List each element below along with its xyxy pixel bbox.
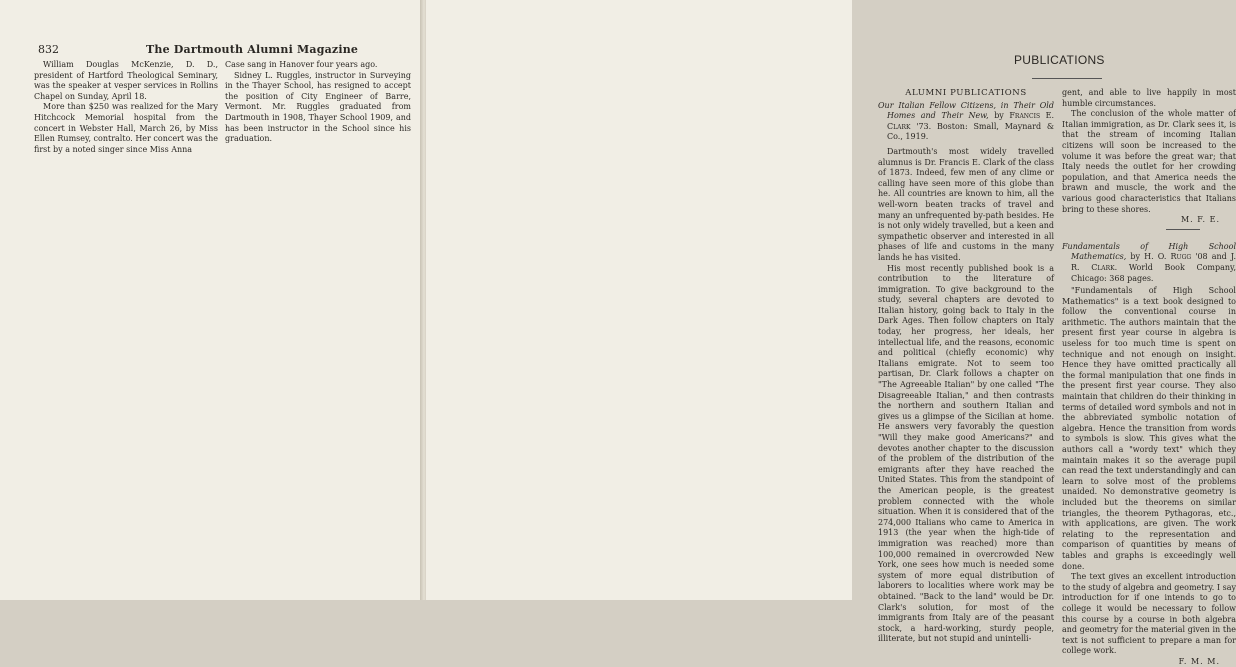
divider xyxy=(1166,229,1200,230)
book-author: H. O. Rugg xyxy=(1144,252,1192,262)
book-author: Francis E. Clark xyxy=(887,111,1055,131)
paragraph: Sidney L. Ruggles, instructor in Surveying in the Thayer School, has resigned to accept the position of City Engineer of Barre, Vermont. Mr. Ruggles graduated from Dartmouth in 1908, Thayer School 1909, and has been instructor in the School since his graduation. xyxy=(225,70,411,144)
book-by: by xyxy=(1130,252,1141,262)
right-column-2 xyxy=(1062,88,1236,667)
left-page xyxy=(0,0,422,600)
paragraph: Dartmouth's most widely travelled alumnus is Dr. Francis E. Clark of the class of 1873. Indeed, few men of any clime or calling have seen more of this globe than he. All countries are known to him, all the well-worn beaten tracks of travel and many an unfrequented by-path besides. He is not only widely travelled, but a keen and sympathetic observer and interested in all phases of life and customs in the many lands he has visited. xyxy=(878,146,1054,262)
paragraph: The text gives an excellent introduction to the study of algebra and geometry. I say introduction for if one intends to go to college it would be necessary to follow this course by a course in both algebra and geometry for the material given in the text is not sufficient to prepare a man for college work. xyxy=(1062,572,1236,656)
book-publisher: '73. Boston: Small, Maynard & Co., 1919. xyxy=(887,121,1054,142)
book-title: Fundamentals of High School Mathematics, xyxy=(1062,241,1236,262)
paragraph: The conclusion of the whole matter of Italian immigration, as Dr. Clark sees it, is that the stream of incoming Italian citizens will soon be increased to the volume it was before the great war; that Italy needs the outlet for her crowding population, and that America needs the brawn and muscle, the work and the various good characteristics that Italians bring to these shores. xyxy=(1062,109,1236,214)
section-title: PUBLICATIONS xyxy=(1014,53,1105,67)
paragraph: Case sang in Hanover four years ago. xyxy=(225,60,378,69)
paragraph: His most recently published book is a contribution to the literature of immigration. To give background to the study, several chapters are devoted to Italian history, going back to Italy in the Dark Ages. Then follow chapters on Italy today, her progress, her ideals, her intellectual life, and the reasons, economic and political (chiefly economic) why Italians emigrate. Not to seem too partisan, Dr. Clark follows a chapter on "The Agreeable Italian" by one called "The Disagreeable Italian," and then contrasts the northern and southern Italian and gives us a glimpse of the Sicilian at home. He answers very favorably the question "Will they make good Americans?" and devotes another chapter to the discussion of the problem of the distribution of the emigrants after they have reached the United States. This from the standpoint of the American people, is the greatest problem connected with the whole situation. When it is considered that of the 274,000 Italians who came to America in 1913 (the year when the high-tide of immigration was reached) more than 100,000 remained in overcrowded New York, one sees how much is needed some system of more equal distribution of laborers to localities where work may be obtained. "Back to the land" would be Dr. Clark's solution, for most of the immigrants from Italy are of the peasant stock, a hard-working, sturdy people, illiterate, but not stupid and unintelli- xyxy=(878,263,1054,644)
book-title: Our Italian Fellow Citizens, in Their Old Homes and Their New, xyxy=(878,100,1054,121)
title-rule xyxy=(1032,78,1102,79)
section-heading: ALUMNI PUBLICATIONS xyxy=(905,88,1027,98)
book-citation xyxy=(1062,242,1236,284)
book-publisher: World Book Company, Chicago: 368 pages. xyxy=(1071,262,1236,283)
signature: F. M. M. xyxy=(1178,656,1220,666)
running-head: The Dartmouth Alumni Magazine xyxy=(146,43,359,56)
paragraph: William Douglas McKenzie, D. D., president of Hartford Theological Seminary, was the speaker at vesper services in Rollins Chapel on Sunday, April 18. xyxy=(34,60,218,101)
book-author: J. R. Clark. xyxy=(1071,252,1236,272)
page-number: 832 xyxy=(38,43,59,56)
paragraph: "Fundamentals of High School Mathematics" is a text book designed to follow the conventional course in arithmetic. The authors maintain that the present first year course in algebra is useless for too much time is spent on technique and not enough on insight. Hence they have omitted practically all the formal manipulation that one finds in the present first year course. They also maintain that children do their thinking in terms of detailed word symbols and not in the abbreviated symbolic notation of algebra. Hence the transition from words to symbols is slow. This gives what the authors call a "wordy text" which they maintain makes it so the average pupil can read the text understandingly and can learn to solve most of the problems unaided. No demonstrative geometry is included but the theorems on similar triangles, the theorem Pythagoras, etc., with applications, are given. The work relating to the representation and comparison of quantities by means of tables and graphs is exceedingly well done. xyxy=(1062,286,1236,571)
right-column-1 xyxy=(878,88,1054,645)
left-column-2 xyxy=(225,60,411,145)
book-citation-text: '08 and xyxy=(1195,252,1227,262)
paragraph: gent, and able to live happily in most humble circumstances. xyxy=(1062,88,1236,108)
left-column-1 xyxy=(34,60,218,155)
paragraph: More than $250 was realized for the Mary Hitchcock Memorial hospital from the concert in Webster Hall, March 26, by Miss Ellen Rumsey, contralto. Her concert was the first by a noted singer since Miss Anna xyxy=(34,102,219,154)
book-citation xyxy=(878,101,1054,143)
right-page xyxy=(426,0,1236,666)
signature: M. F. E. xyxy=(1180,215,1220,225)
book-by: by xyxy=(994,111,1004,121)
